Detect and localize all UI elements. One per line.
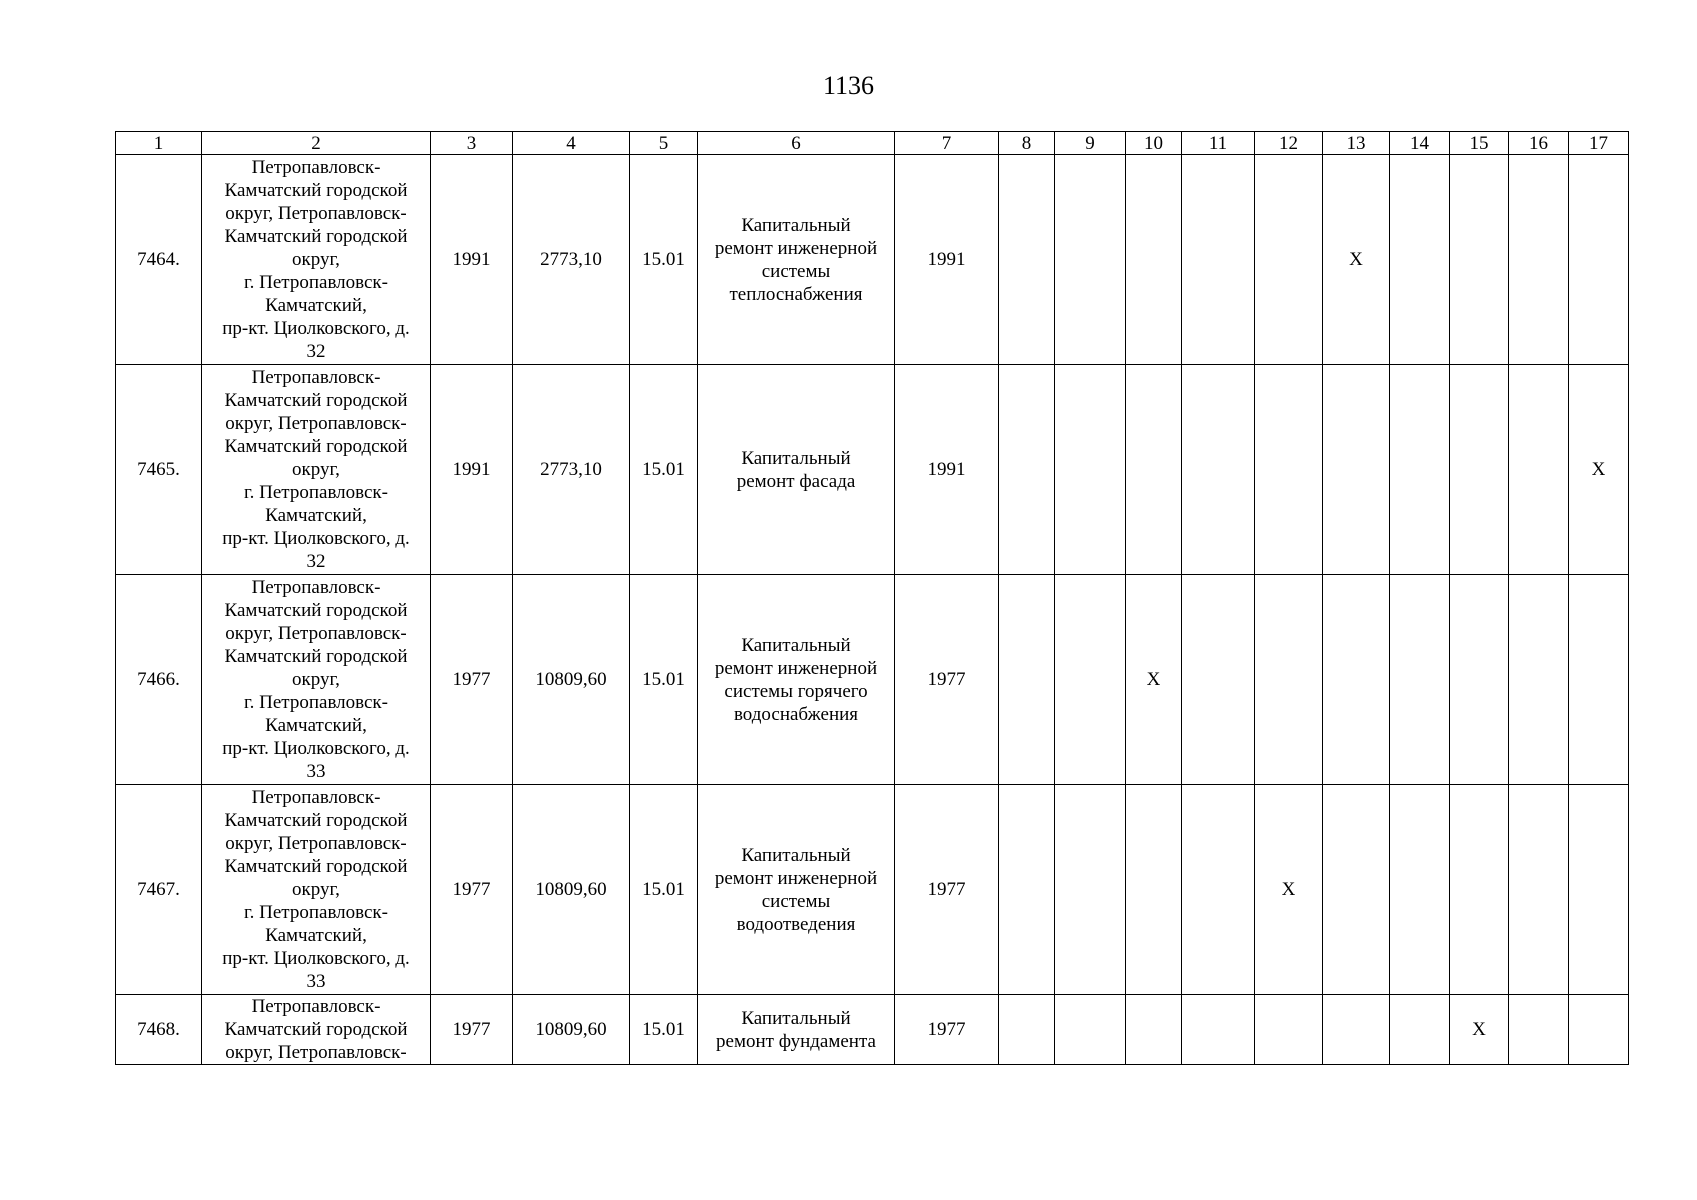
year-built-cell: 1977	[431, 785, 513, 995]
column-header-8: 8	[999, 132, 1055, 155]
year-built-cell: 1977	[431, 575, 513, 785]
page-number: 1136	[822, 71, 875, 100]
work-line: Капитальный	[741, 844, 851, 866]
mark-cell-9	[1055, 365, 1126, 575]
work-line: ремонт инженерной	[714, 237, 878, 259]
mark-x: X	[1323, 155, 1390, 365]
address-line: Камчатский городской	[224, 600, 408, 621]
area-cell: 10809,60	[513, 995, 630, 1065]
table-body	[116, 132, 1629, 1065]
address-line: пр-кт. Циолковского, д.	[222, 738, 410, 759]
column-header-9: 9	[1055, 132, 1126, 155]
address-line: Камчатский,	[265, 715, 367, 736]
column-header-7: 7	[895, 132, 999, 155]
address-line: пр-кт. Циолковского, д.	[222, 318, 410, 339]
column-header-13: 13	[1323, 132, 1390, 155]
mark-cell-13	[1323, 995, 1390, 1065]
mark-cell-17	[1569, 785, 1629, 995]
address-line: Камчатский,	[265, 505, 367, 526]
work-type-cell	[698, 575, 895, 785]
work-line: системы горячего	[724, 680, 868, 702]
address-line: г. Петропавловск-	[244, 272, 388, 293]
work-line: водоотведения	[736, 913, 856, 935]
mark-cell-11	[1182, 365, 1255, 575]
address-line: округ, Петропавловск-	[225, 623, 407, 644]
work-type-cell	[698, 365, 895, 575]
work-line: системы	[761, 260, 831, 282]
address-line: округ,	[292, 879, 340, 900]
mark-x: X	[1450, 995, 1509, 1065]
mark-cell-14	[1390, 365, 1450, 575]
code-cell: 15.01	[630, 995, 698, 1065]
mark-cell-10	[1126, 785, 1182, 995]
table-row	[116, 155, 1629, 365]
column-header-5: 5	[630, 132, 698, 155]
work-line: ремонт фундамента	[716, 1030, 876, 1052]
mark-cell-9	[1055, 575, 1126, 785]
mark-cell-10	[1126, 155, 1182, 365]
table-row	[116, 575, 1629, 785]
mark-cell-9	[1055, 155, 1126, 365]
area-cell: 2773,10	[513, 155, 630, 365]
address-line: Петропавловск-	[251, 996, 381, 1017]
code-cell: 15.01	[630, 365, 698, 575]
mark-cell-10	[1126, 365, 1182, 575]
column-header-10: 10	[1126, 132, 1182, 155]
address-line: округ,	[292, 249, 340, 270]
address-line: округ,	[292, 459, 340, 480]
address-line: Камчатский городской	[224, 856, 408, 877]
mark-cell-14	[1390, 995, 1450, 1065]
mark-cell-8	[999, 575, 1055, 785]
work-line: системы	[761, 890, 831, 912]
mark-x: X	[1569, 365, 1629, 575]
address-cell	[202, 365, 431, 575]
address-line: Камчатский городской	[224, 226, 408, 247]
year-built-cell: 1991	[431, 365, 513, 575]
address-line: округ, Петропавловск-	[225, 203, 407, 224]
work-line: Капитальный	[741, 214, 851, 236]
mark-cell-12	[1255, 365, 1323, 575]
area-cell: 10809,60	[513, 785, 630, 995]
address-line: Петропавловск-	[251, 157, 381, 178]
mark-cell-8	[999, 995, 1055, 1065]
address-line: г. Петропавловск-	[244, 482, 388, 503]
address-cell	[202, 785, 431, 995]
repair-year-cell: 1977	[895, 995, 999, 1065]
address-cell	[202, 155, 431, 365]
column-header-17: 17	[1569, 132, 1629, 155]
work-line: ремонт фасада	[736, 470, 856, 492]
address-line: 32	[306, 341, 326, 362]
code-cell: 15.01	[630, 155, 698, 365]
row-number-cell: 7467.	[116, 785, 202, 995]
repair-year-cell: 1991	[895, 365, 999, 575]
work-line: водоснабжения	[733, 703, 859, 725]
column-header-12: 12	[1255, 132, 1323, 155]
address-line: Камчатский городской	[224, 390, 408, 411]
table-row	[116, 785, 1629, 995]
work-line: теплоснабжения	[729, 283, 863, 305]
address-line: округ, Петропавловск-	[225, 833, 407, 854]
column-header-6: 6	[698, 132, 895, 155]
address-line: 33	[306, 971, 326, 992]
row-number-cell: 7465.	[116, 365, 202, 575]
address-line: округ, Петропавловск-	[225, 413, 407, 434]
mark-x: X	[1126, 575, 1182, 785]
address-line: 33	[306, 761, 326, 782]
address-cell	[202, 575, 431, 785]
work-line: Капитальный	[741, 1007, 851, 1029]
address-line: Петропавловск-	[251, 787, 381, 808]
year-built-cell: 1991	[431, 155, 513, 365]
table-row	[116, 365, 1629, 575]
mark-cell-13	[1323, 785, 1390, 995]
address-line: 32	[306, 551, 326, 572]
mark-cell-12	[1255, 575, 1323, 785]
mark-cell-12	[1255, 995, 1323, 1065]
work-line: ремонт инженерной	[714, 867, 878, 889]
mark-cell-11	[1182, 575, 1255, 785]
mark-cell-8	[999, 785, 1055, 995]
mark-x: X	[1255, 785, 1323, 995]
repair-year-cell: 1977	[895, 575, 999, 785]
address-line: г. Петропавловск-	[244, 692, 388, 713]
code-cell: 15.01	[630, 575, 698, 785]
column-header-4: 4	[513, 132, 630, 155]
area-cell: 10809,60	[513, 575, 630, 785]
mark-cell-15	[1450, 785, 1509, 995]
column-header-14: 14	[1390, 132, 1450, 155]
address-line: Камчатский городской	[224, 646, 408, 667]
repair-year-cell: 1977	[895, 785, 999, 995]
column-header-3: 3	[431, 132, 513, 155]
work-line: Капитальный	[741, 447, 851, 469]
address-line: Камчатский городской	[224, 1019, 408, 1040]
header-row	[116, 132, 1629, 155]
column-header-1: 1	[116, 132, 202, 155]
mark-cell-16	[1509, 365, 1569, 575]
address-line: Петропавловск-	[251, 367, 381, 388]
work-line: ремонт инженерной	[714, 657, 878, 679]
mark-cell-15	[1450, 155, 1509, 365]
column-header-2: 2	[202, 132, 431, 155]
row-number-cell: 7468.	[116, 995, 202, 1065]
mark-cell-17	[1569, 575, 1629, 785]
mark-cell-8	[999, 365, 1055, 575]
address-line: округ,	[292, 669, 340, 690]
address-line: Камчатский городской	[224, 810, 408, 831]
address-line: Камчатский городской	[224, 436, 408, 457]
area-cell: 2773,10	[513, 365, 630, 575]
mark-cell-13	[1323, 365, 1390, 575]
address-line: пр-кт. Циолковского, д.	[222, 528, 410, 549]
mark-cell-16	[1509, 785, 1569, 995]
mark-cell-16	[1509, 995, 1569, 1065]
mark-cell-11	[1182, 785, 1255, 995]
mark-cell-12	[1255, 155, 1323, 365]
mark-cell-9	[1055, 785, 1126, 995]
mark-cell-13	[1323, 575, 1390, 785]
mark-cell-16	[1509, 155, 1569, 365]
mark-cell-15	[1450, 575, 1509, 785]
mark-cell-14	[1390, 785, 1450, 995]
mark-cell-14	[1390, 155, 1450, 365]
address-line: Петропавловск-	[251, 577, 381, 598]
address-line: Камчатский,	[265, 925, 367, 946]
mark-cell-11	[1182, 995, 1255, 1065]
address-line: Камчатский городской	[224, 180, 408, 201]
work-type-cell	[698, 785, 895, 995]
row-number-cell: 7464.	[116, 155, 202, 365]
row-number-cell: 7466.	[116, 575, 202, 785]
mark-cell-8	[999, 155, 1055, 365]
address-line: округ, Петропавловск-	[225, 1042, 407, 1063]
repair-year-cell: 1991	[895, 155, 999, 365]
code-cell: 15.01	[630, 785, 698, 995]
mark-cell-14	[1390, 575, 1450, 785]
mark-cell-15	[1450, 365, 1509, 575]
mark-cell-10	[1126, 995, 1182, 1065]
address-cell	[202, 995, 431, 1065]
column-header-15: 15	[1450, 132, 1509, 155]
mark-cell-17	[1569, 155, 1629, 365]
work-type-cell	[698, 995, 895, 1065]
column-header-16: 16	[1509, 132, 1569, 155]
address-line: пр-кт. Циолковского, д.	[222, 948, 410, 969]
work-line: Капитальный	[741, 634, 851, 656]
table-row	[116, 995, 1629, 1065]
mark-cell-11	[1182, 155, 1255, 365]
address-line: г. Петропавловск-	[244, 902, 388, 923]
mark-cell-16	[1509, 575, 1569, 785]
column-header-11: 11	[1182, 132, 1255, 155]
mark-cell-17	[1569, 995, 1629, 1065]
mark-cell-9	[1055, 995, 1126, 1065]
address-line: Камчатский,	[265, 295, 367, 316]
work-type-cell	[698, 155, 895, 365]
repair-registry-table	[115, 131, 1629, 1065]
address-clip	[202, 995, 430, 1064]
year-built-cell: 1977	[431, 995, 513, 1065]
